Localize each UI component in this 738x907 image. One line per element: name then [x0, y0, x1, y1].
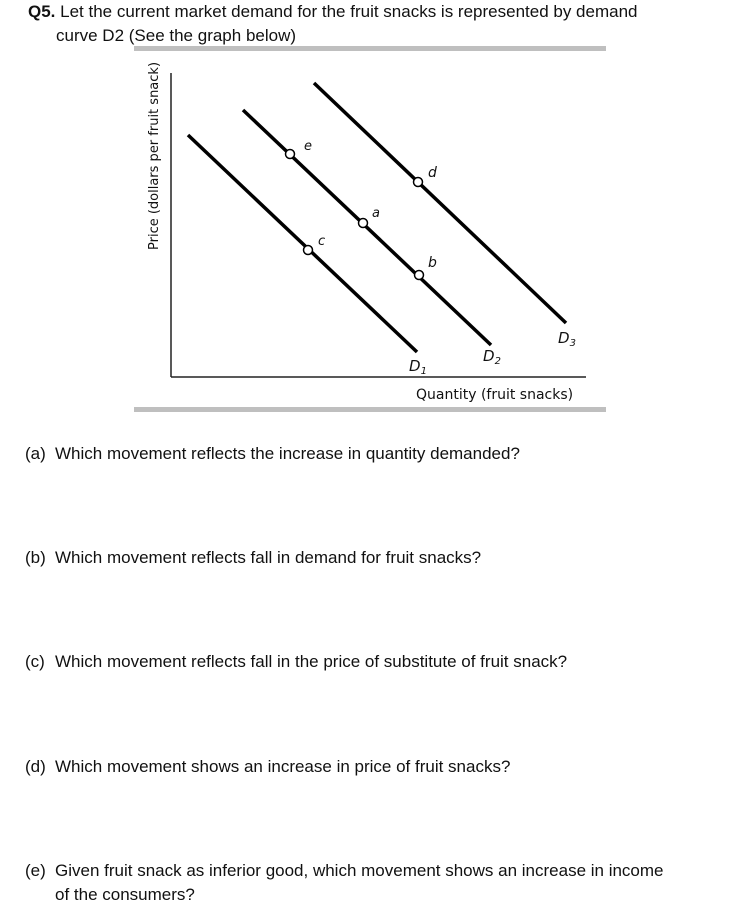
- demand-curve-d3: [314, 83, 566, 323]
- question-a: [25, 442, 725, 466]
- question-c-label: (c): [25, 652, 45, 671]
- curve-label-d3: $D_3$: [558, 329, 576, 349]
- question-b-label: (b): [25, 548, 46, 567]
- question-a-text: Which movement reflects the increase in quantity demanded?: [55, 444, 520, 463]
- question-b-text: Which movement reflects fall in demand for fruit snacks?: [55, 548, 482, 567]
- point-label-e: e: [304, 139, 312, 154]
- top-divider: [134, 46, 606, 51]
- y-axis-label: Price (dollars per fruit snack): [147, 61, 162, 250]
- question-e: [25, 859, 725, 907]
- point-b: [415, 271, 424, 280]
- question-d: [25, 755, 725, 779]
- question-header: [28, 0, 728, 48]
- point-c: [304, 246, 313, 255]
- point-label-b: b: [428, 255, 437, 271]
- question-text-line2: curve D2 (See the graph below): [56, 26, 297, 45]
- curve-label-d2: $D_2$: [483, 347, 501, 367]
- question-number: Q5.: [28, 2, 56, 21]
- demand-graph-svg: [134, 55, 606, 405]
- point-label-a: a: [372, 206, 380, 221]
- point-label-d: d: [428, 165, 437, 181]
- question-e-label: (e): [25, 861, 46, 880]
- demand-curve-d2: [243, 110, 491, 345]
- point-label-c: c: [318, 234, 326, 249]
- question-c-text: Which movement reflects fall in the price of substitute of fruit snack?: [55, 652, 568, 671]
- question-b: [25, 546, 725, 570]
- point-e: [286, 150, 295, 159]
- question-e-text-line2: of the consumers?: [55, 885, 195, 904]
- question-c: [25, 650, 725, 674]
- x-axis-label: Quantity (fruit snacks): [416, 387, 574, 403]
- question-a-label: (a): [25, 444, 46, 463]
- demand-graph: [134, 55, 606, 405]
- bottom-divider: [134, 407, 606, 412]
- question-d-label: (d): [25, 757, 46, 776]
- point-d: [414, 178, 423, 187]
- question-e-text: Given fruit snack as inferior good, which movement shows an increase in income: [55, 861, 664, 880]
- question-text-line1: Let the current market demand for the fruit snacks is represented by demand: [60, 2, 638, 21]
- point-a: [359, 219, 368, 228]
- question-d-text: Which movement shows an increase in price of fruit snacks?: [55, 757, 511, 776]
- curve-label-d1: $D_1$: [409, 357, 427, 377]
